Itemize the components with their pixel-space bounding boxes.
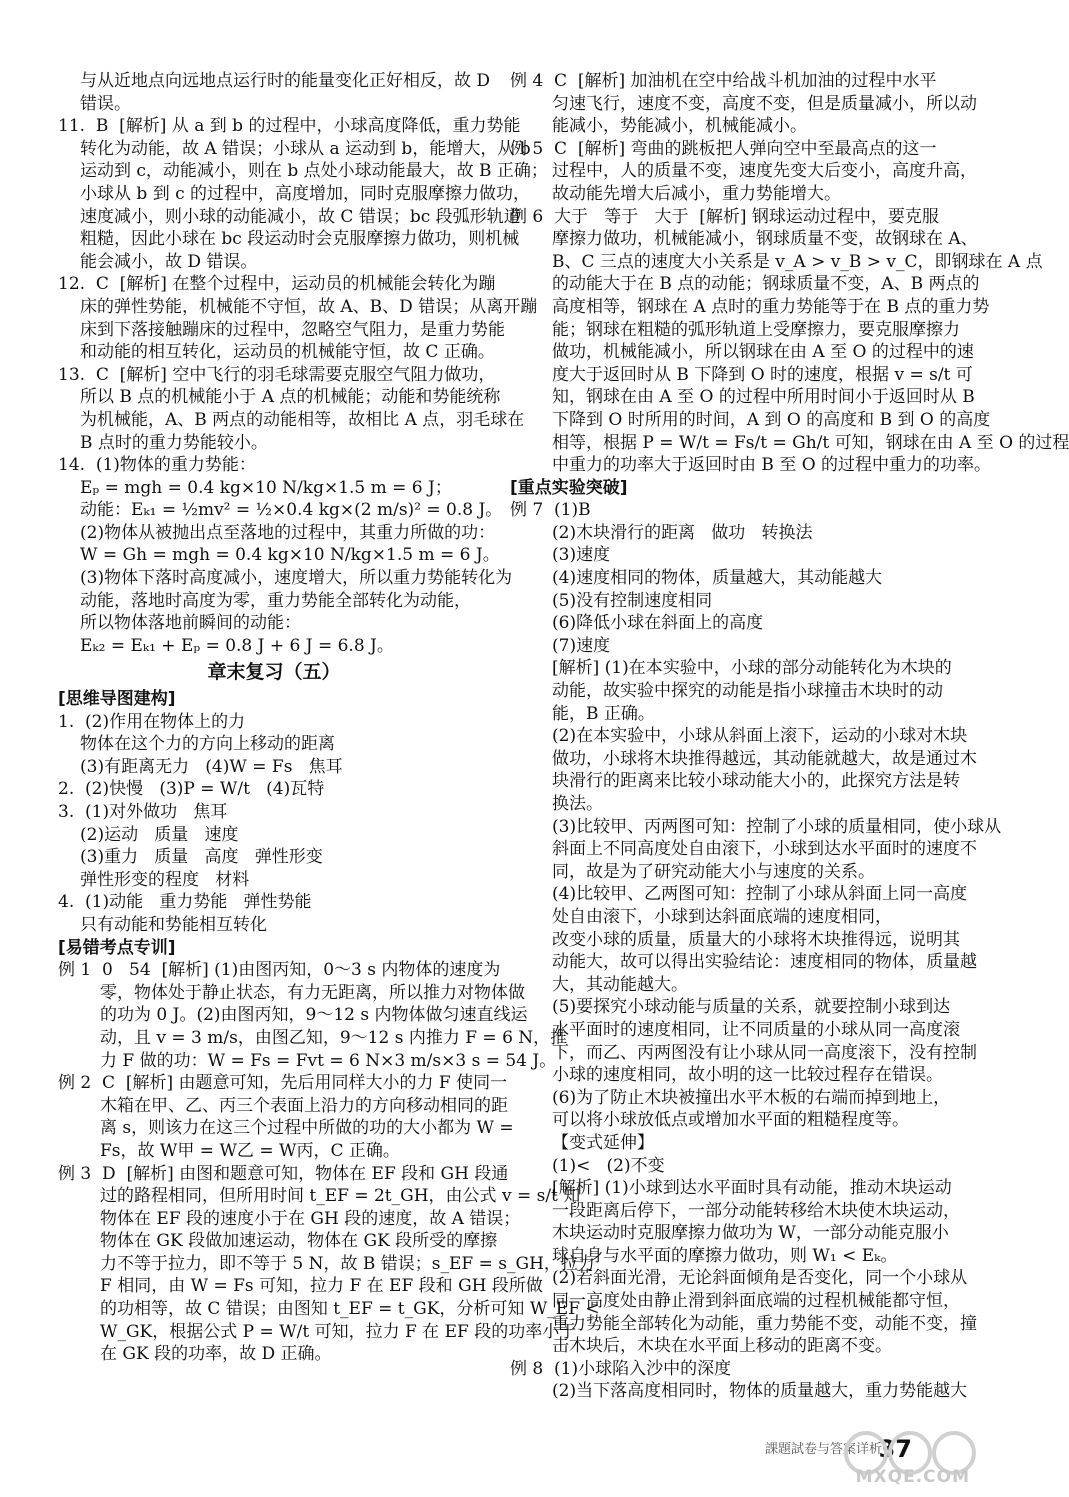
text-line: 例 1 0 54 [解析] (1)由图丙知，0～3 s 内物体的速度为 [58,960,501,981]
text-line: 所以物体落地前瞬间的动能： [80,613,301,634]
text-line: 只有动能和势能相互转化 [80,914,267,935]
text-line: 11. B [解析] 从 a 到 b 的过程中，小球高度降低，重力势能 [58,116,521,137]
text-line: (2)当下落高度相同时，物体的质量越大，重力势能越大 [552,1381,968,1402]
text-line: 与从近地点向远地点运行时的能量变化正好相反，故 D [80,71,491,91]
text-line: 木箱在甲、乙、丙三个表面上沿力的方向移动相同的距 [100,1095,508,1116]
text-line: 动能大，故可以得出实验结论：速度相同的物体，质量越 [552,952,977,973]
text-line: 物体在这个力的方向上移动的距离 [80,734,335,755]
text-line: 床的弹性势能，机械能不守恒，故 A、B、D 错误；从离开蹦 [80,296,538,317]
text-line: 例 2 C [解析] 由题意可知，先后用同样大小的力 F 使同一 [58,1073,508,1094]
text-line: (2)木块滑行的距离 做功 转换法 [552,522,813,543]
text-line: 斜面上不同高度处自由滚下，小球到达水平面时的速度不 [552,839,977,860]
text-line: 床到下落接触蹦床的过程中，忽略空气阻力，是重力势能 [80,319,505,340]
text-line: 13. C [解析] 空中飞行的羽毛球需要克服空气阻力做功， [58,364,496,385]
text-line: 错误。 [80,93,131,114]
text-line: 换法。 [552,794,603,814]
text-line: (5)没有控制速度相同 [552,590,713,611]
text-line: 能，B 正确。 [552,703,655,724]
text-line: 4. (1)动能 重力势能 弹性势能 [58,892,312,913]
text-line: 例 3 D [解析] 由图和题意可知，物体在 EF 段和 GH 段通 [58,1163,509,1184]
text-line: 的功为 0 J。(2)由图丙知，9～12 s 内物体做匀速直线运 [100,1005,528,1026]
text-line: 【变式延伸】 [552,1132,654,1153]
text-line: 能减小，势能减小，机械能减小。 [552,116,807,137]
text-line: 故动能先增大后减小，重力势能增大。 [552,183,841,204]
text-line: 木块运动时克服摩擦力做功为 W，一部分动能克服小 [552,1223,949,1244]
text-line: 的动能大于在 B 点的动能；钢球质量不变，A、B 两点的 [552,274,980,295]
text-line: 14. (1)物体的重力势能： [58,455,256,476]
text-line: 过的路程相同，但所用时间 t_EF = 2t_GH，由公式 v = s/t 知 [100,1186,581,1207]
text-line: (2)若斜面光滑，无论斜面倾角是否变化，同一个小球从 [552,1268,968,1289]
text-line: [解析] (1)小球到达水平面时具有动能，推动木块运动 [552,1178,952,1199]
text-line: F 相同，由 W = Fs 可知，拉力 F 在 EF 段和 GH 段所做 [100,1276,543,1297]
text-line: 12. C [解析] 在整个过程中，运动员的机械能会转化为蹦 [58,274,496,295]
section-heading: 章末复习（五） [207,661,341,684]
text-line: (6)为了防止木块被撞出水平木板的右端而掉到地上， [552,1087,951,1108]
text-line: 例 6 大于 等于 大于 [解析] 钢球运动过程中，要克服 [510,206,939,227]
text-line: 3. (1)对外做功 焦耳 [58,802,228,822]
text-line: 高度相等，钢球在 A 点时的重力势能等于在 B 点的重力势 [552,296,990,317]
text-line: 做功，小球将木块推得越远，其动能就越大，故是通过木 [552,748,977,769]
text-line: 大，其动能越大。 [552,974,688,995]
text-line: (3)重力 质量 高度 弹性形变 [80,847,323,868]
text-line: (3)物体下落时高度减小，速度增大，所以重力势能转化为 [80,568,513,589]
text-line: Eₖ₂ = Eₖ₁ + Eₚ = 0.8 J + 6 J = 6.8 J。 [80,635,394,656]
text-line: 做功，机械能减小，所以钢球在由 A 至 O 的过程中的速 [552,342,974,363]
section-label: [易错考点专训] [58,937,176,958]
text-line: 球自身与水平面的摩擦力做功，则 W₁ < Eₖ。 [552,1245,898,1266]
section-label: [重点实验突破] [510,477,628,498]
text-line: (7)速度 [552,635,611,656]
text-line: (2)在本实验中，小球从斜面上滚下，运动的小球对木块 [552,726,968,747]
text-line: 小球的速度相同，故小明的这一比较过程存在错误。 [552,1065,943,1086]
text-line: 知，钢球在由 A 至 O 的过程中所用时间小于返回时从 B [552,387,975,408]
text-line: 例 8 (1)小球陷入沙中的深度 [510,1358,732,1379]
text-line: 下降到 O 时所用的时间，A 到 O 的高度和 B 到 O 的高度 [552,409,991,430]
text-line: 度大于返回时从 B 下降到 O 时的速度，根据 v = s/t 可 [552,364,973,385]
text-line: 例 7 (1)B [510,500,591,521]
text-line: 动，且 v = 3 m/s，由图乙知，9～12 s 内推力 F = 6 N，推 [100,1027,568,1048]
text-line: 能会减小，故 D 错误。 [80,251,258,272]
section-label: [思维导图建构] [58,689,176,710]
text-line: (2)运动 质量 速度 [80,824,239,845]
text-line: 下，而乙、丙两图没有让小球从同一高度滚下，没有控制 [552,1042,977,1063]
page-number: 37 [878,1435,912,1463]
text-line: 同，故是为了研究动能大小与速度的关系。 [552,861,875,882]
text-line: 过程中，人的质量不变，速度先变大后变小，高度升高， [552,161,977,182]
text-line: 同一高度处由静止滑到斜面底端的过程机械能都守恒， [552,1291,960,1312]
right-column [510,70,1069,1403]
text-line: (3)有距离无力 (4)W = Fs 焦耳 [80,756,343,777]
watermark-text: MXQE.COM [855,1467,970,1487]
text-line: 重力势能全部转化为动能，重力势能不变，动能不变，撞 [552,1313,977,1334]
text-line: (3)速度 [552,545,611,566]
text-line: 击木块后，木块在水平面上移动的距离不变。 [552,1336,892,1357]
footer-text: 課題試卷与答案详析 [764,1442,882,1457]
text-line: 动能，落地时高度为零，重力势能全部转化为动能， [80,590,471,611]
text-line: 在 GK 段的功率，故 D 正确。 [100,1344,332,1365]
text-line: W_GK，根据公式 P = W/t 可知，拉力 F 在 EF 段的功率小于 [100,1321,577,1342]
text-line: 为机械能，A、B 两点的动能相等，故相比 A 点，羽毛球在 [80,409,525,430]
text-line: (3)比较甲、丙两图可知：控制了小球的质量相同，使小球从 [552,816,1002,837]
text-line: 粗糙，因此小球在 bc 段运动时会克服摩擦力做功，则机械 [80,229,520,250]
text-line: (1)< (2)不变 [552,1155,665,1176]
text-line: 水平面时的速度相同，让不同质量的小球从同一高度滚 [552,1019,960,1040]
text-line: 中重力的功率大于返回时由 B 至 O 的过程中重力的功率。 [552,455,992,476]
text-line: 能；钢球在粗糙的弧形轨道上受摩擦力，要克服摩擦力 [552,319,960,340]
text-line: 可以将小球放低点或增加水平面的粗糙程度等。 [552,1110,909,1131]
text-line: (6)降低小球在斜面上的高度 [552,613,764,634]
text-line: 动能，故实验中探究的动能是指小球撞击木块时的动 [552,681,943,702]
text-line: 运动到 c，动能减小，则在 b 点处小球动能最大，故 B 正确； [80,161,548,182]
text-line: 和动能的相互转化，运动员的机械能守恒，故 C 正确。 [80,342,495,363]
text-line: 块滑行的距离来比较小球动能大小的，此探究方法是转 [552,771,960,792]
text-line: 例 5 C [解析] 弯曲的跳板把人弹向空中至最高点的这一 [510,138,937,159]
text-line: 改变小球的质量，质量大的小球将木块推得远，说明其 [552,929,960,950]
text-line: (2)物体从被抛出点至落地的过程中，其重力所做的功： [80,522,496,543]
text-line: 转化为动能，故 A 错误；小球从 a 运动到 b，能增大，从 b [80,138,531,159]
text-line: 速度减小，则小球的动能减小，故 C 错误；bc 段弧形轨道 [80,206,521,227]
text-line: Eₚ = mgh = 0.4 kg×10 N/kg×1.5 m = 6 J； [80,477,452,498]
text-line: 摩擦力做功，机械能减小，钢球质量不变，故钢球在 A、 [552,229,978,250]
text-line: Fs，故 W甲 = W乙 = W丙，C 正确。 [100,1140,400,1161]
text-line: 的功相等，故 C 错误；由图知 t_EF = t_GK，分析可知 W_EF < [100,1299,600,1320]
text-line: 相等，根据 P = W/t = Fs/t = Gh/t 可知，钢球在由 A 至 O 的过程 [552,432,1069,453]
text-line: (4)速度相同的物体，质量越大，其动能越大 [552,568,883,589]
text-line: 处自由滚下，小球到达斜面底端的速度相同， [552,906,892,927]
text-line: W = Gh = mgh = 0.4 kg×10 N/kg×1.5 m = 6 J。 [80,545,500,566]
text-line: B 点时的重力势能较小。 [80,432,268,453]
text-line: 1. (2)作用在物体上的力 [58,711,246,732]
text-line: 例 4 C [解析] 加油机在空中给战斗机加油的过程中水平 [510,71,937,91]
text-line: 零，物体处于静止状态，有力无距离，所以推力对物体做 [100,982,525,1003]
text-line: 匀速飞行，速度不变，高度不变，但是质量减小，所以动 [552,93,977,114]
text-line: 所以 B 点的机械能小于 A 点的机械能；动能和势能统称 [80,387,501,408]
text-line: [解析] (1)在本实验中，小球的部分动能转化为木块的 [552,658,952,679]
text-line: 力 F 做的功：W = Fs = Fvt = 6 N×3 m/s×3 s = 54 J。 [100,1050,557,1071]
text-line: 物体在 GK 段做加速运动，物体在 GK 段所受的摩擦 [100,1231,498,1252]
text-line: 物体在 EF 段的速度小于在 GH 段的速度，故 A 错误； [100,1208,521,1229]
text-line: 小球从 b 到 c 的过程中，高度增加，同时克服摩擦力做功， [80,183,531,204]
text-line: (5)要探究小球动能与质量的关系，就要控制小球到达 [552,997,951,1018]
text-line: B、C 三点的速度大小关系是 v_A > v_B > v_C，即钢球在 A 点 [552,251,1043,272]
text-line: 一段距离后停下，一部分动能转移给木块使木块运动， [552,1200,960,1221]
text-line: 弹性形变的程度 材料 [80,869,250,890]
text-line: 离 s，则该力在这三个过程中所做的功的大小都为 W = [100,1118,514,1139]
text-line: 2. (2)快慢 (3)P = W/t (4)瓦特 [58,779,325,800]
text-line: (4)比较甲、乙两图可知：控制了小球从斜面上同一高度 [552,884,968,905]
text-line: 力不等于拉力，即不等于 5 N，故 B 错误；s_EF = s_GH，拉力 [100,1253,595,1274]
text-line: 动能：Eₖ₁ = ½mv² = ½×0.4 kg×(2 m/s)² = 0.8 J。 [80,500,503,521]
